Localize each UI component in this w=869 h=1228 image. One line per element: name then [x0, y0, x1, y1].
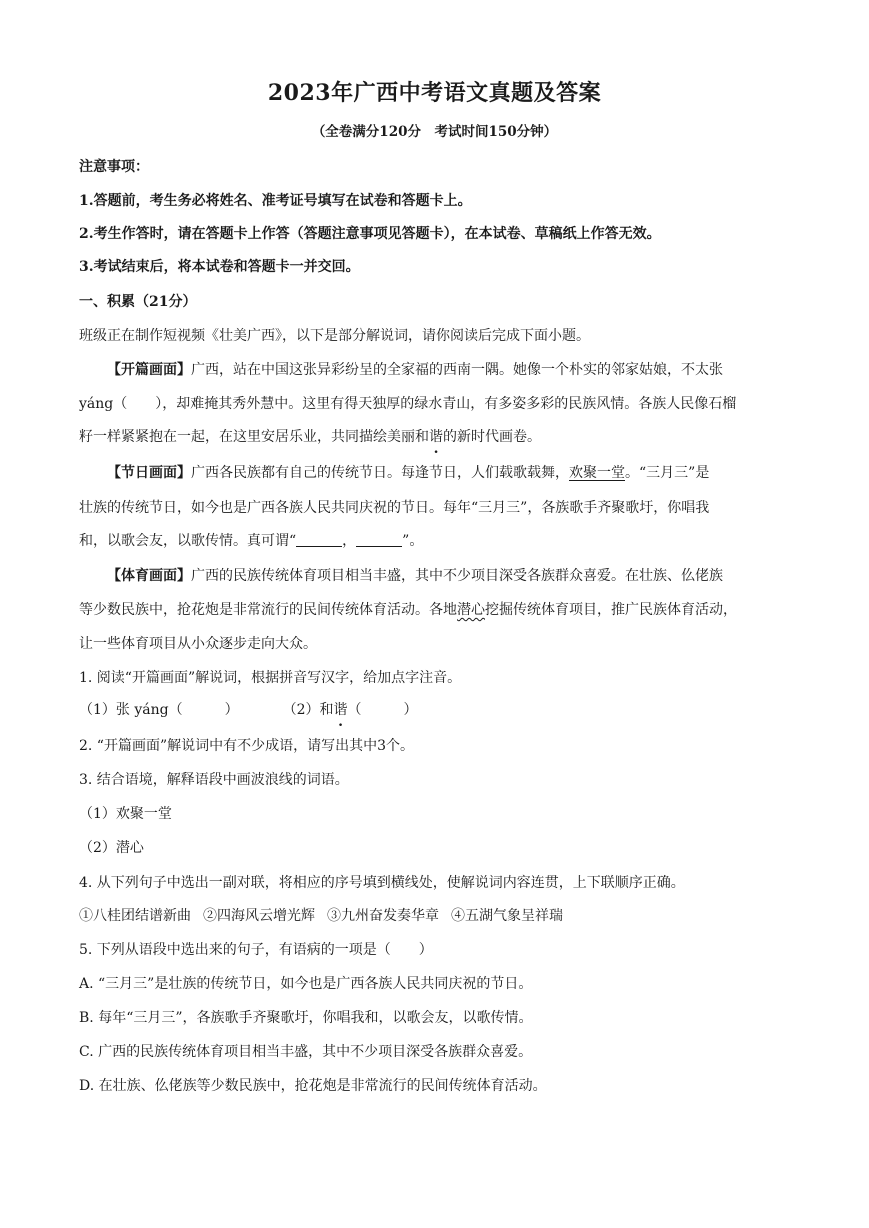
notice-heading: 注意事项： — [79, 159, 149, 175]
paragraph-opening: 【开篇画面】广西，站在中国这张异彩纷呈的全家福的西南一隅。她像一个朴实的邻家姑娘，不太张 — [107, 362, 723, 378]
option: ③九州奋发奏华章 — [327, 908, 439, 924]
paragraph-line: 籽一样紧紧抱在一起，在这里安居乐业，共同描绘美丽和谐的新时代画卷。 — [79, 429, 541, 445]
question-5-option-c: C. 广西的民族传统体育项目相当丰盛，其中不少项目深受各族群众喜爱。 — [79, 1044, 533, 1060]
paragraph-line: yáng（ ），却难掩其秀外慧中。这里有得天独厚的绿水青山，有多姿多彩的民族风情。各族人民像石榴 — [79, 396, 737, 412]
question-1: 1. 阅读“开篇画面”解说词，根据拼音写汉字，给加点字注音。 — [79, 670, 462, 686]
wavy-underlined-word: 潜心 — [457, 602, 485, 618]
question-1-subitems: （1）张 yáng（ ） （2）和谐（ ） — [79, 702, 418, 718]
notice-item: 3.考试结束后，将本试卷和答题卡一并交回。 — [79, 259, 360, 275]
notice-item: 1.答题前，考生务必将姓名、准考证号填写在试卷和答题卡上。 — [79, 193, 472, 209]
intro-text: 班级正在制作短视频《壮美广西》，以下是部分解说词，请你阅读后完成下面小题。 — [79, 328, 590, 344]
question-5-option-b: B. 每年“三月三”，各族歌手齐聚歌圩，你唱我和，以歌会友，以歌传情。 — [79, 1010, 533, 1026]
option: ④五湖气象呈祥瑞 — [451, 908, 563, 924]
paragraph-tag: 【节日画面】 — [107, 465, 191, 481]
question-5-option-d: D. 在壮族、仫佬族等少数民族中，抢花炮是非常流行的民间传统体育活动。 — [79, 1078, 547, 1094]
paragraph-tag: 【开篇画面】 — [107, 362, 191, 378]
question-5-option-a: A. “三月三”是壮族的传统节日，如今也是广西各族人民共同庆祝的节日。 — [79, 976, 533, 992]
question-3-item: （1）欢聚一堂 — [79, 806, 172, 822]
question-3-item: （2）潜心 — [79, 840, 144, 856]
page-title: 2023年广西中考语文真题及答案 — [267, 80, 602, 106]
dotted-char: 谐 — [333, 702, 348, 718]
notice-item: 2.考生作答时，请在答题卡上作答（答题注意事项见答题卡），在本试卷、草稿纸上作答无效。 — [79, 226, 661, 242]
option: ②四海风云增光辉 — [203, 908, 315, 924]
question-4: 4. 从下列句子中选出一副对联，将相应的序号填到横线处，使解说词内容连贯，上下联顺序正确。 — [79, 875, 685, 891]
paragraph-sports: 【体育画面】广西的民族传统体育项目相当丰盛，其中不少项目深受各族群众喜爱。在壮族、仫佬族 — [107, 568, 723, 584]
wavy-underlined-word: 欢聚一堂 — [569, 465, 625, 481]
paragraph-tag: 【体育画面】 — [107, 568, 191, 584]
fill-blank[interactable] — [356, 532, 402, 547]
question-5: 5. 下列从语段中选出来的句子，有语病的一项是（ ） — [79, 942, 433, 958]
paragraph-festival: 【节日画面】广西各民族都有自己的传统节日。每逢节日，人们载歌载舞，欢聚一堂。“三月三”是 — [107, 465, 710, 481]
section-heading: 一、积累（21分） — [79, 294, 197, 310]
question-3: 3. 结合语境，解释语段中画波浪线的词语。 — [79, 772, 349, 788]
paragraph-line: 和，以歌会友，以歌传情。真可谓“ ， ”。 — [79, 533, 424, 549]
fill-blank[interactable] — [296, 532, 342, 547]
paragraph-line: 等少数民族中，抢花炮是非常流行的民间传统体育活动。各地潜心挖掘传统体育项目，推广民族体育活动， — [79, 602, 737, 618]
dotted-char: 谐 — [429, 429, 443, 445]
question-2: 2. “开篇画面”解说词中有不少成语，请写出其中3个。 — [79, 738, 415, 754]
paragraph-line: 壮族的传统节日，如今也是广西各族人民共同庆祝的节日。每年“三月三”，各族歌手齐聚歌圩，你唱我 — [79, 500, 710, 516]
option: ①八桂团结谱新曲 — [79, 908, 191, 924]
paragraph-line: 让一些体育项目从小众逐步走向大众。 — [79, 636, 317, 652]
question-4-options — [79, 905, 799, 925]
exam-info: （全卷满分120分 考试时间150分钟） — [311, 124, 558, 140]
